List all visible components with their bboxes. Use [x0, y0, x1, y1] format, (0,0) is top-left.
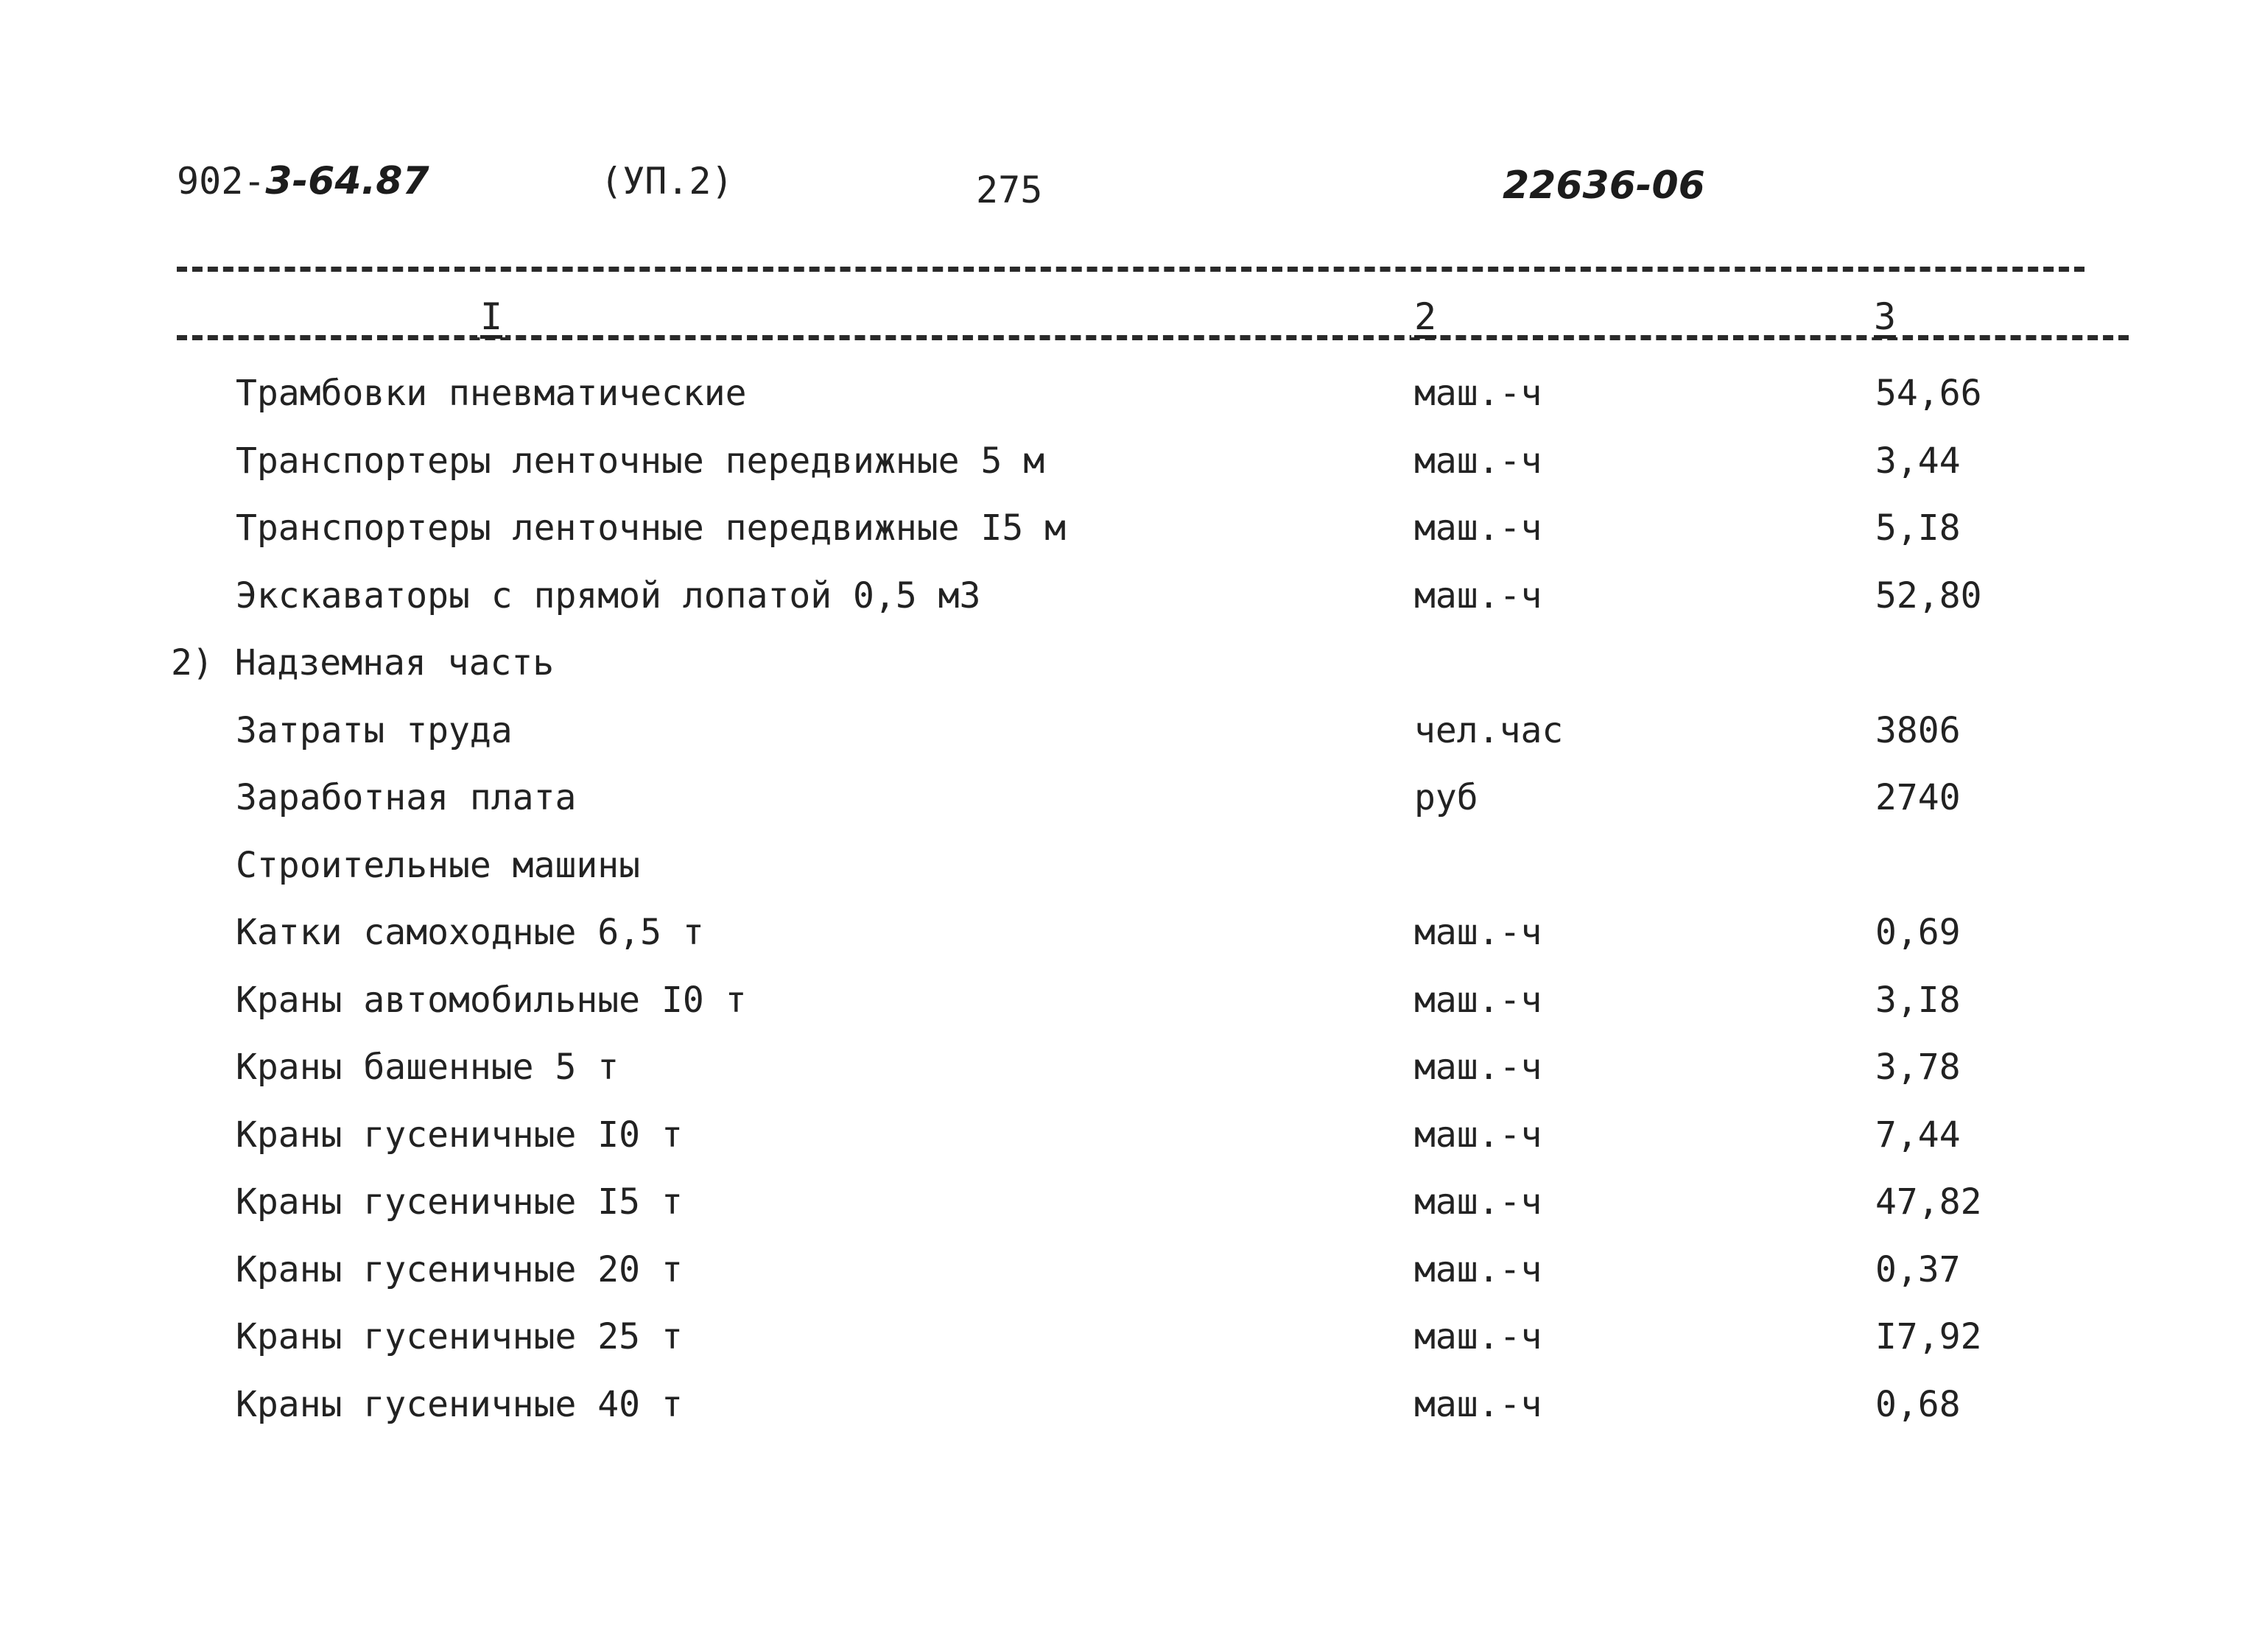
row-unit: маш.-ч	[1414, 507, 1542, 549]
top-dashed-rule	[177, 267, 2084, 272]
table-row	[0, 709, 2262, 776]
table-row	[0, 1315, 2262, 1382]
row-unit: маш.-ч	[1414, 1316, 1542, 1357]
row-unit: маш.-ч	[1414, 912, 1542, 953]
row-unit: маш.-ч	[1414, 1114, 1542, 1156]
row-value: 3,44	[1875, 440, 1961, 482]
header-dashed-rule	[177, 335, 2129, 340]
row-value: 52,80	[1875, 574, 1982, 616]
row-unit: маш.-ч	[1414, 979, 1542, 1021]
row-value: 5,I8	[1875, 507, 1961, 549]
table-row	[0, 506, 2262, 574]
page-number: 275	[976, 169, 1043, 211]
row-value: I7,92	[1875, 1316, 1982, 1357]
row-value: 0,68	[1875, 1383, 1961, 1425]
column-header-2: 2	[1411, 296, 1439, 337]
subsection-heading: Строительные машины	[236, 844, 641, 886]
table-row	[0, 574, 2262, 642]
section-heading-row	[0, 641, 2262, 709]
row-name: Краны гусеничные I5 т	[236, 1181, 683, 1223]
row-unit: руб	[1414, 777, 1478, 818]
row-value: 3,78	[1875, 1047, 1961, 1088]
table-row	[0, 910, 2262, 978]
row-unit: маш.-ч	[1414, 1248, 1542, 1290]
row-value: 3806	[1875, 709, 1961, 751]
row-unit: маш.-ч	[1414, 574, 1542, 616]
section-heading: 2) Надземная часть	[171, 642, 555, 683]
table-row	[0, 1382, 2262, 1450]
row-value: 3,I8	[1875, 979, 1961, 1021]
row-value: 2740	[1875, 777, 1961, 818]
table-row	[0, 371, 2262, 439]
album-label: (УП.2)	[600, 160, 734, 203]
row-name: Краны башенные 5 т	[236, 1047, 619, 1088]
row-name: Транспортеры ленточные передвижные 5 м	[236, 440, 1045, 482]
doc-number-handwritten: 3-64.87	[265, 159, 429, 203]
doc-number	[177, 159, 429, 203]
row-value: 47,82	[1875, 1181, 1982, 1223]
row-name: Краны гусеничные 20 т	[236, 1248, 683, 1290]
column-header-3: 3	[1871, 296, 1899, 337]
row-value: 0,69	[1875, 912, 1961, 953]
table-row	[0, 978, 2262, 1046]
row-name: Краны гусеничные I0 т	[236, 1114, 683, 1156]
row-name: Краны гусеничные 40 т	[236, 1383, 683, 1425]
row-name: Транспортеры ленточные передвижные I5 м	[236, 507, 1067, 549]
row-name: Трамбовки пневматические	[236, 373, 747, 414]
table-row	[0, 1045, 2262, 1113]
row-unit: маш.-ч	[1414, 1047, 1542, 1088]
row-unit: маш.-ч	[1414, 440, 1542, 482]
row-name: Краны автомобильные I0 т	[236, 979, 747, 1021]
row-name: Затраты труда	[236, 709, 513, 751]
row-unit: чел.час	[1414, 709, 1564, 751]
table-body	[0, 371, 2262, 1449]
row-name: Заработная плата	[236, 777, 577, 818]
row-unit: маш.-ч	[1414, 1383, 1542, 1425]
row-value: 54,66	[1875, 373, 1982, 414]
row-value: 7,44	[1875, 1114, 1961, 1156]
row-name: Катки самоходные 6,5 т	[236, 912, 704, 953]
column-header-1: I	[477, 296, 505, 337]
table-row	[0, 439, 2262, 507]
row-name: Краны гусеничные 25 т	[236, 1316, 683, 1357]
table-row	[0, 1180, 2262, 1248]
row-value: 0,37	[1875, 1248, 1961, 1290]
row-name: Экскаваторы с прямой лопатой 0,5 м3	[236, 574, 981, 616]
row-unit: маш.-ч	[1414, 373, 1542, 414]
table-row	[0, 1113, 2262, 1181]
inventory-number: 22636-06	[1503, 164, 1705, 208]
subsection-heading-row	[0, 843, 2262, 911]
doc-number-printed: 902-	[177, 160, 266, 203]
table-row	[0, 776, 2262, 843]
table-row	[0, 1248, 2262, 1315]
row-unit: маш.-ч	[1414, 1181, 1542, 1223]
